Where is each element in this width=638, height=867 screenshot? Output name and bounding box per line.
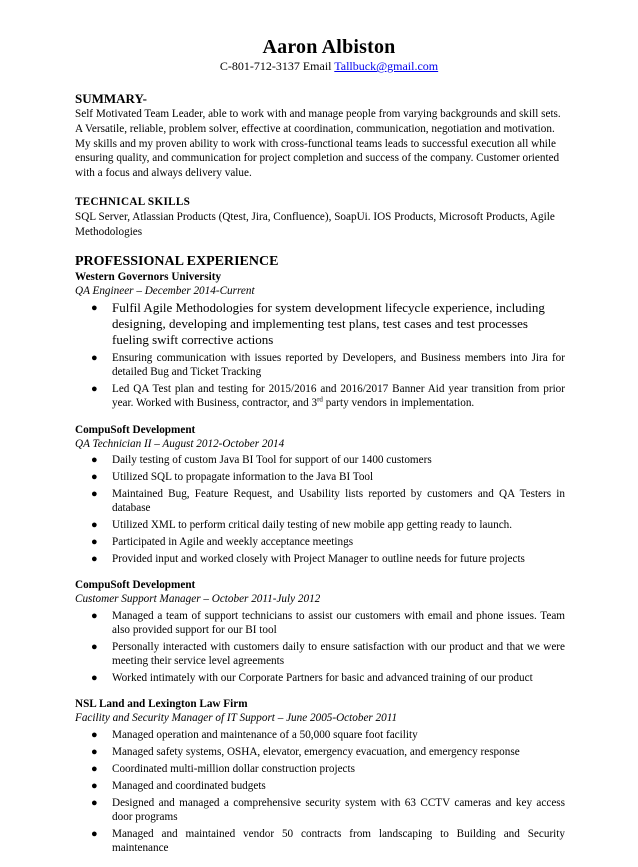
list-item (75, 609, 565, 638)
bullet-icon: ● (91, 796, 98, 809)
bullet-icon: ● (91, 536, 98, 548)
job-role: Facility and Security Manager of IT Support – June 2005-October 2011 (75, 712, 398, 725)
bullet-icon: ● (91, 487, 98, 500)
summary-heading: SUMMARY- (75, 91, 148, 106)
duties-list (75, 453, 565, 566)
job-entry (75, 697, 565, 855)
bullet-icon: ● (91, 351, 98, 364)
duty-text: Daily testing of custom Java BI Tool for support of our 1400 customers (112, 454, 432, 467)
duty-text: Utilized XML to perform critical daily testing of new mobile app getting ready to launch. (112, 519, 513, 532)
duty-text: Personally interacted with customers daily to ensure satisfaction with our product and that we were meeting their service level agreements (112, 640, 565, 668)
phone-text: C-801-712-3137 Email (219, 59, 335, 73)
duty-text: Maintained Bug, Feature Request, and Usability lists reported by customers and QA Testers in database (112, 487, 565, 515)
duty-text: Ensuring communication with issues reported by Developers, and Business members into Jira for detailed Bug and Ticket Tracking (112, 351, 565, 379)
duty-text: Managed operation and maintenance of a 50,000 square foot facility (112, 729, 418, 742)
duty-text: Managed and maintained vendor 50 contracts from landscaping to Building and Security maintenance (112, 827, 565, 855)
duty-text: Managed safety systems, OSHA, elevator, emergency evacuation, and emergency response (112, 745, 520, 758)
bullet-icon: ● (91, 454, 98, 467)
duties-list (75, 300, 565, 410)
bullet-icon: ● (91, 552, 98, 565)
list-item (75, 453, 565, 467)
company-name: NSL Land and Lexington Law Firm (75, 698, 248, 711)
duty-text: Managed and coordinated budgets (112, 779, 266, 792)
skills-heading: TECHNICAL SKILLS (75, 195, 191, 208)
duty-text: Utilized SQL to propagate information to the Java BI Tool (112, 471, 374, 484)
list-item (75, 745, 565, 759)
bullet-icon: ● (91, 745, 98, 758)
job-entry (75, 423, 565, 567)
bullet-icon: ● (91, 519, 98, 532)
list-item (75, 487, 565, 516)
list-item (75, 518, 565, 532)
list-item (75, 640, 565, 669)
job-role: Customer Support Manager – October 2011-July 2012 (75, 593, 321, 606)
duty-text-continued: party vendors in implementation. (322, 397, 475, 410)
duty-text: Coordinated multi-million dollar construction projects (112, 762, 355, 775)
job-role: QA Technician II – August 2012-October 2014 (75, 437, 285, 450)
bullet-icon: ● (91, 672, 98, 685)
bullet-icon: ● (91, 382, 98, 395)
resume-page (75, 36, 565, 867)
company-name: Western Governors University (75, 270, 222, 283)
skills-text: SQL Server, Atlassian Products (Qtest, Jira, Confluence), SoapUi. IOS Products, Microsoft Products, Agile Methodologies (75, 210, 555, 238)
summary-text: Self Motivated Team Leader, able to work with and manage people from varying backgrounds and skill sets. A Versatile, reliable, problem solver, effective at coordination, communication, negotiation and motivation. My skills and my proven ability to work with cross-functional teams leads to successful execution all while ensuring quality, and communication for project completion and success of the company. Customer oriented with a focus and always delivery value. (75, 108, 561, 180)
bullet-icon: ● (91, 471, 98, 484)
list-item (75, 535, 565, 549)
list-item (75, 351, 565, 380)
list-item (75, 300, 565, 348)
job-role: QA Engineer – December 2014-Current (75, 284, 255, 297)
company-name: CompuSoft Development (75, 423, 196, 436)
duty-text: Provided input and worked closely with Project Manager to outline needs for future projects (112, 552, 525, 565)
list-item (75, 779, 565, 793)
company-name: CompuSoft Development (75, 579, 196, 592)
list-item (75, 796, 565, 825)
duty-text: Led QA Test plan and testing for 2015/2016 and 2016/2017 Banner Aid year transition from prior year. Worked with Business, contractor, and 3 (112, 382, 565, 410)
job-entry (75, 578, 565, 685)
duty-text: Worked intimately with our Corporate Partners for basic and advanced training of our product (112, 672, 533, 685)
experience-heading: PROFESSIONAL EXPERIENCE (75, 253, 279, 269)
list-item (75, 762, 565, 776)
contact-line (93, 59, 565, 74)
bullet-icon: ● (91, 302, 98, 315)
list-item (75, 827, 565, 856)
duties-list (75, 728, 565, 855)
duty-text: Fulfil Agile Methodologies for system development lifecycle experience, including designing, developing and implementing test plans, test cases and test processes fueling swift corrective actions (112, 300, 545, 348)
list-item (75, 671, 565, 685)
list-item (75, 382, 565, 411)
duty-text: Managed a team of support technicians to assist our customers with email and phone issues. Team also provided support for our BI tool (112, 609, 565, 637)
bullet-icon: ● (91, 640, 98, 653)
list-item (75, 552, 565, 566)
bullet-icon: ● (91, 609, 98, 622)
duties-list (75, 609, 565, 686)
bullet-icon: ● (91, 779, 98, 792)
email-link[interactable]: Tallbuck@gmail.com (334, 59, 439, 73)
list-item (75, 728, 565, 742)
duty-text: Designed and managed a comprehensive security system with 63 CCTV cameras and key access door programs (112, 796, 565, 823)
bullet-icon: ● (91, 827, 98, 840)
ordinal-suffix: rd (317, 395, 323, 404)
bullet-icon: ● (91, 762, 98, 775)
list-item (75, 470, 565, 484)
bullet-icon: ● (91, 729, 98, 742)
job-entry (75, 270, 565, 411)
duty-text: Participated in Agile and weekly acceptance meetings (112, 536, 354, 548)
applicant-name: Aaron Albiston (262, 36, 396, 58)
